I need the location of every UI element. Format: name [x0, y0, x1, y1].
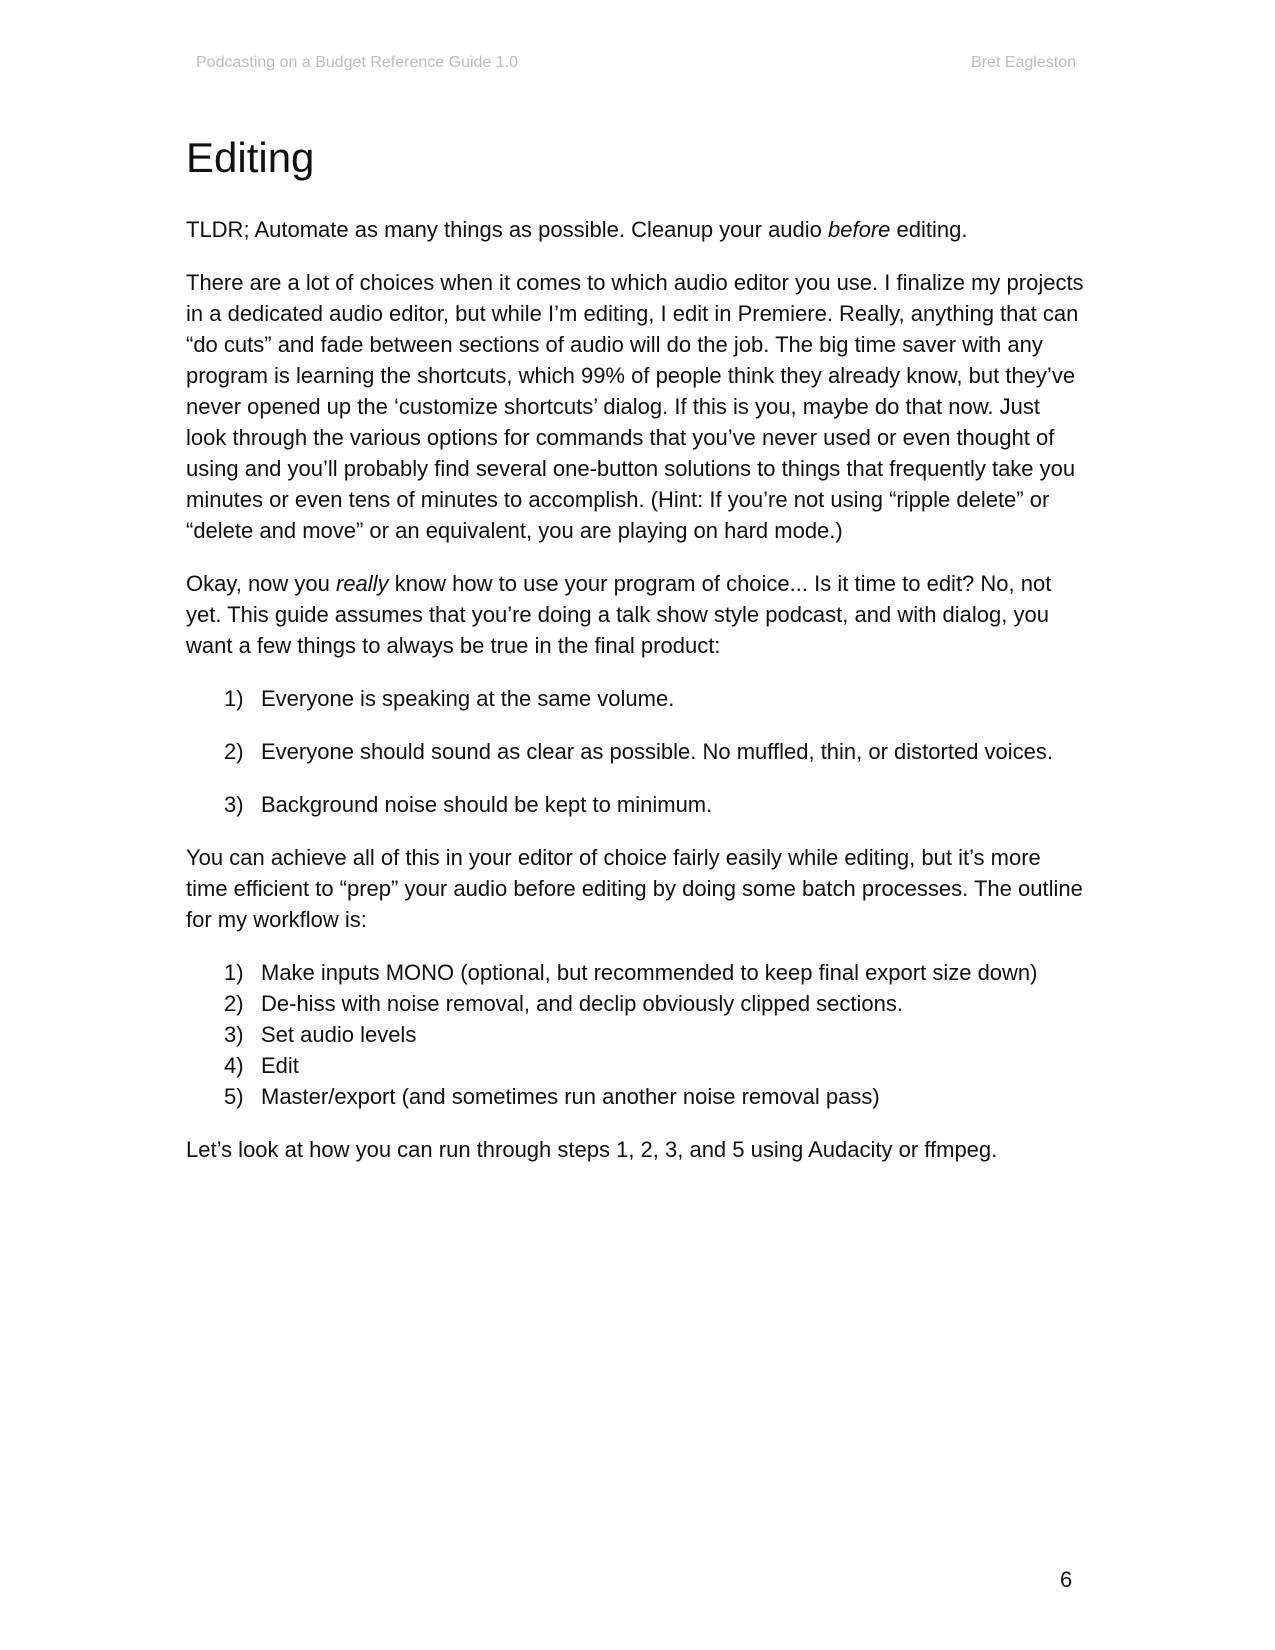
workflow-intro-paragraph: You can achieve all of this in your editor of choice fairly easily while editing, but it’s more time efficient to “prep” your audio before editing by doing some batch processes. The outline for my workflow is:: [186, 845, 1083, 932]
list-item: 1) Make inputs MONO (optional, but recommended to keep final export size down): [224, 960, 1038, 985]
list-item: 2) De-hiss with noise removal, and declip obviously clipped sections.: [224, 991, 903, 1016]
page-title: Editing: [186, 134, 315, 181]
goals-list: [186, 683, 1086, 820]
prep-paragraph: Okay, now you really know how to use your program of choice... Is it time to edit? No, not yet. This guide assumes that you’re doing a talk show style podcast, and with dialog, you want a few things to always be true in the final product:: [186, 571, 1052, 658]
tldr-paragraph: TLDR; Automate as many things as possible. Cleanup your audio before editing.: [186, 217, 968, 242]
page-number: 6: [1060, 1567, 1073, 1592]
list-item: 3) Set audio levels: [224, 1022, 417, 1047]
closing-paragraph: Let’s look at how you can run through steps 1, 2, 3, and 5 using Audacity or ffmpeg.: [186, 1137, 998, 1162]
header-document-title: Podcasting on a Budget Reference Guide 1.0: [196, 54, 518, 71]
list-item: 4) Edit: [224, 1053, 299, 1078]
workflow-list: [186, 957, 1086, 1112]
list-item: 1) Everyone is speaking at the same volume.: [224, 686, 675, 711]
prep-emphasis: really: [336, 571, 389, 596]
list-item: 2) Everyone should sound as clear as possible. No muffled, thin, or distorted voices.: [224, 739, 1054, 764]
list-item: 5) Master/export (and sometimes run another noise removal pass): [224, 1084, 880, 1109]
tldr-emphasis: before: [828, 217, 891, 242]
page-content: [186, 130, 1086, 1187]
intro-paragraph: There are a lot of choices when it comes to which audio editor you use. I finalize my projects in a dedicated audio editor, but while I’m editing, I edit in Premiere. Really, anything that can “do cuts” and fade between sections of audio will do the job. The big time saver with any program is learning the shortcuts, which 99% of people think they already know, but they’ve never opened up the ‘customize shortcuts’ dialog. If this is you, maybe do that now. Just look through the various options for commands that you’ve never used or even thought of using and you’ll probably find several one-button solutions to things that frequently take you minutes or even tens of minutes to accomplish. (Hint: If you’re not using “ripple delete” or “delete and move” or an equivalent, you are playing on hard mode.): [186, 270, 1084, 543]
header-author: Bret Eagleston: [971, 54, 1076, 71]
list-item: 3) Background noise should be kept to minimum.: [224, 792, 713, 817]
page-header: [196, 54, 1076, 72]
